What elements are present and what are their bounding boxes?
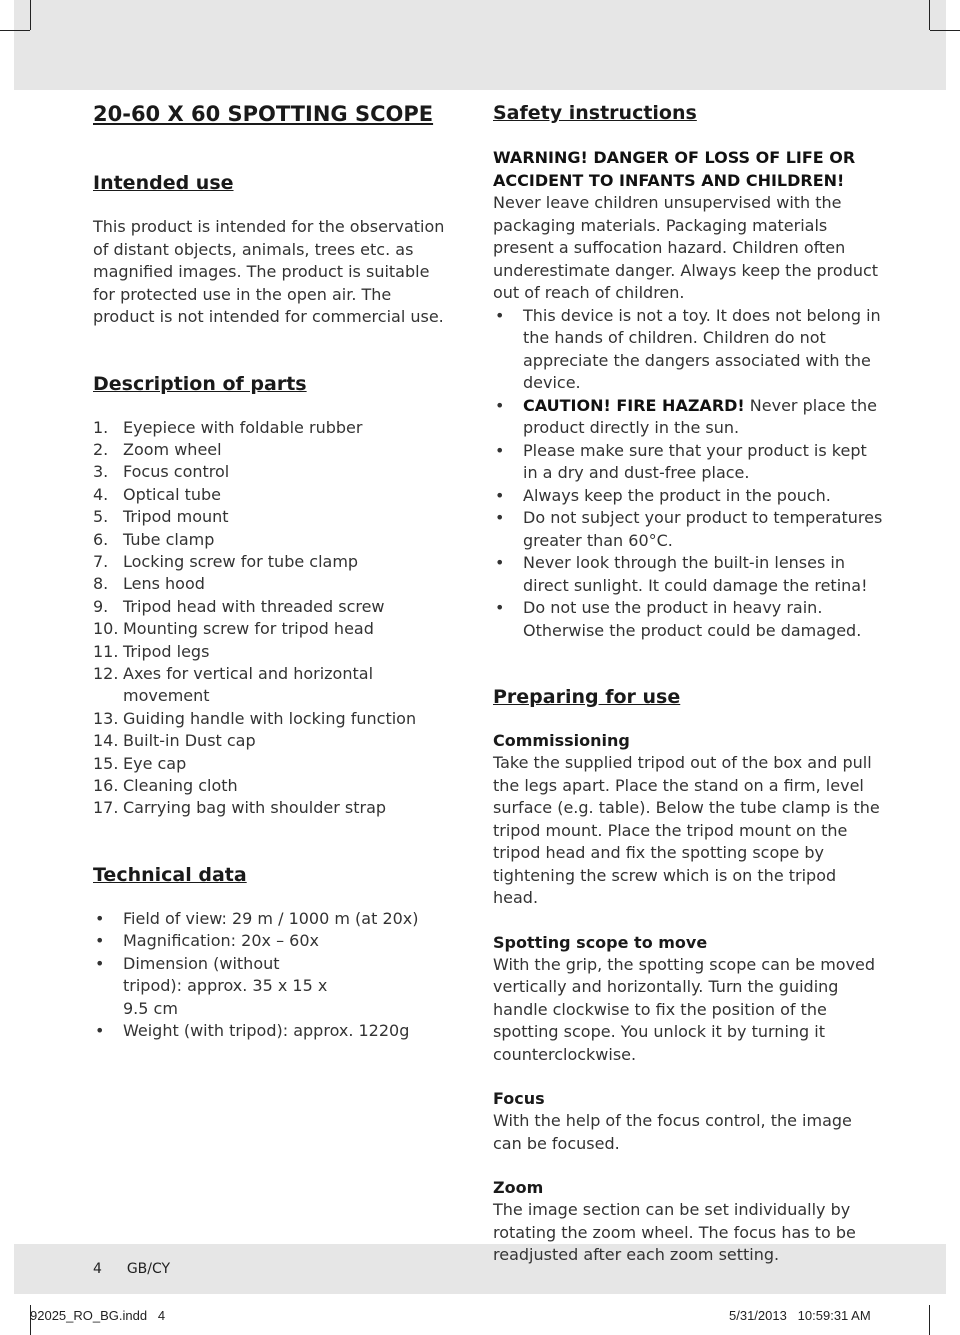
safety-list bbox=[493, 305, 883, 643]
list-item: • Always keep the product in the pouch. bbox=[493, 485, 883, 508]
crop-mark-top-right-h bbox=[930, 30, 960, 31]
list-item: 16. Cleaning cloth bbox=[93, 776, 238, 795]
list-item: • Dimension (without tripod): approx. 35 x 15 x 9.5 cm bbox=[93, 953, 333, 1021]
language-code: GB/CY bbox=[126, 1261, 171, 1277]
document-title: 20-60 X 60 SPOTTING SCOPE bbox=[93, 102, 434, 126]
list-item: 11. Tripod legs bbox=[93, 641, 210, 661]
crop-mark-top-left-h bbox=[0, 30, 30, 31]
crop-mark-bottom-right-v bbox=[929, 1305, 930, 1335]
focus-text: With the help of the focus control, the image can be focused. bbox=[493, 1111, 852, 1153]
list-item: 5. Tripod mount bbox=[93, 507, 229, 527]
page-number: 4 bbox=[93, 1261, 102, 1277]
list-item: 12. Axes for vertical and horizontal movement bbox=[93, 663, 374, 706]
spotting-scope-move-heading: Spotting scope to move bbox=[493, 932, 708, 952]
list-item: • Field of view: 29 m / 1000 m (at 20x) bbox=[93, 908, 453, 931]
top-gray-band bbox=[14, 0, 946, 90]
list-item: 8. Lens hood bbox=[93, 574, 205, 594]
warning-heading: WARNING! DANGER OF LOSS OF LIFE OR ACCIDENT TO INFANTS AND CHILDREN! bbox=[493, 148, 856, 190]
warning-text: Never leave children unsupervised with the packaging materials. Packaging materials present a suffocation hazard. Children often underestimate danger. Always keep the product out of reach of children. bbox=[493, 193, 879, 302]
file-slug: 92025_RO_BG.indd 4 bbox=[30, 1308, 166, 1323]
list-item: • Weight (with tripod): approx. 1220g bbox=[93, 1020, 453, 1043]
list-item: 6. Tube clamp bbox=[93, 529, 215, 549]
intended-use-heading: Intended use bbox=[93, 172, 234, 194]
list-item: 14. Built-in Dust cap bbox=[93, 731, 256, 751]
commissioning-heading: Commissioning bbox=[493, 731, 630, 750]
list-item: • Never look through the built-in lenses in direct sunlight. It could damage the retina! bbox=[493, 552, 883, 597]
list-item: 17. Carrying bag with shoulder strap bbox=[93, 798, 387, 818]
parts-list bbox=[93, 417, 453, 820]
list-item: • Do not subject your product to temperatures greater than 60°C. bbox=[493, 507, 883, 552]
list-item: 7. Locking screw for tube clamp bbox=[93, 551, 359, 571]
list-item: 15. Eye cap bbox=[93, 753, 187, 773]
safety-instructions-heading: Safety instructions bbox=[493, 102, 697, 124]
description-of-parts-heading: Description of parts bbox=[93, 372, 307, 395]
zoom-heading: Zoom bbox=[493, 1178, 544, 1197]
page-footer bbox=[93, 1261, 170, 1277]
list-item: 1. Eyepiece with foldable rubber bbox=[93, 417, 363, 437]
list-item: 4. Optical tube bbox=[93, 484, 222, 504]
commissioning-text: Take the supplied tripod out of the box and pull the legs apart. Place the stand on a firm, level surface (e.g. table). Below the tube clamp is the tripod mount. Place the tripod mount on the tripod head and fix the spotting scope by tightening the screw which is on the tripod head. bbox=[493, 753, 880, 907]
left-column bbox=[93, 100, 453, 1043]
technical-data-heading: Technical data bbox=[93, 863, 247, 886]
focus-heading: Focus bbox=[493, 1089, 545, 1108]
list-item: 9. Tripod head with threaded screw bbox=[93, 596, 385, 616]
list-item: • Please make sure that your product is kept in a dry and dust-free place. bbox=[493, 440, 883, 485]
list-item: • Do not use the product in heavy rain. Otherwise the product could be damaged. bbox=[493, 597, 883, 642]
list-item: • This device is not a toy. It does not belong in the hands of children. Children do not appreciate the dangers associated with the device. bbox=[493, 305, 883, 395]
list-item: • CAUTION! FIRE HAZARD! Never place the product directly in the sun. bbox=[493, 395, 883, 440]
print-datetime: 5/31/2013 10:59:31 AM bbox=[729, 1308, 871, 1323]
spotting-scope-move-text: With the grip, the spotting scope can be moved vertically and horizontally. Turn the guiding handle clockwise to fix the position of the spotting scope. You unlock it by turning it counterclockwise. bbox=[493, 954, 876, 1064]
zoom-text: The image section can be set individually by rotating the zoom wheel. The focus has to be readjusted after each zoom setting. bbox=[493, 1200, 856, 1264]
technical-data-list bbox=[93, 908, 453, 1043]
crop-mark-top-left-v bbox=[30, 0, 31, 30]
list-item: 10. Mounting screw for tripod head bbox=[93, 619, 374, 639]
crop-mark-top-right-v bbox=[929, 0, 930, 30]
list-item: 13. Guiding handle with locking function bbox=[93, 708, 417, 728]
preparing-for-use-heading: Preparing for use bbox=[493, 686, 681, 708]
right-column bbox=[493, 100, 883, 1267]
list-item: 2. Zoom wheel bbox=[93, 439, 222, 459]
list-item: • Magnification: 20x – 60x bbox=[93, 930, 453, 953]
intended-use-text: This product is intended for the observation of distant objects, animals, trees etc. as magnified images. The product is suitable for protected use in the open air. The product is not intended for commercial use. bbox=[93, 217, 445, 326]
list-item: 3. Focus control bbox=[93, 462, 230, 482]
